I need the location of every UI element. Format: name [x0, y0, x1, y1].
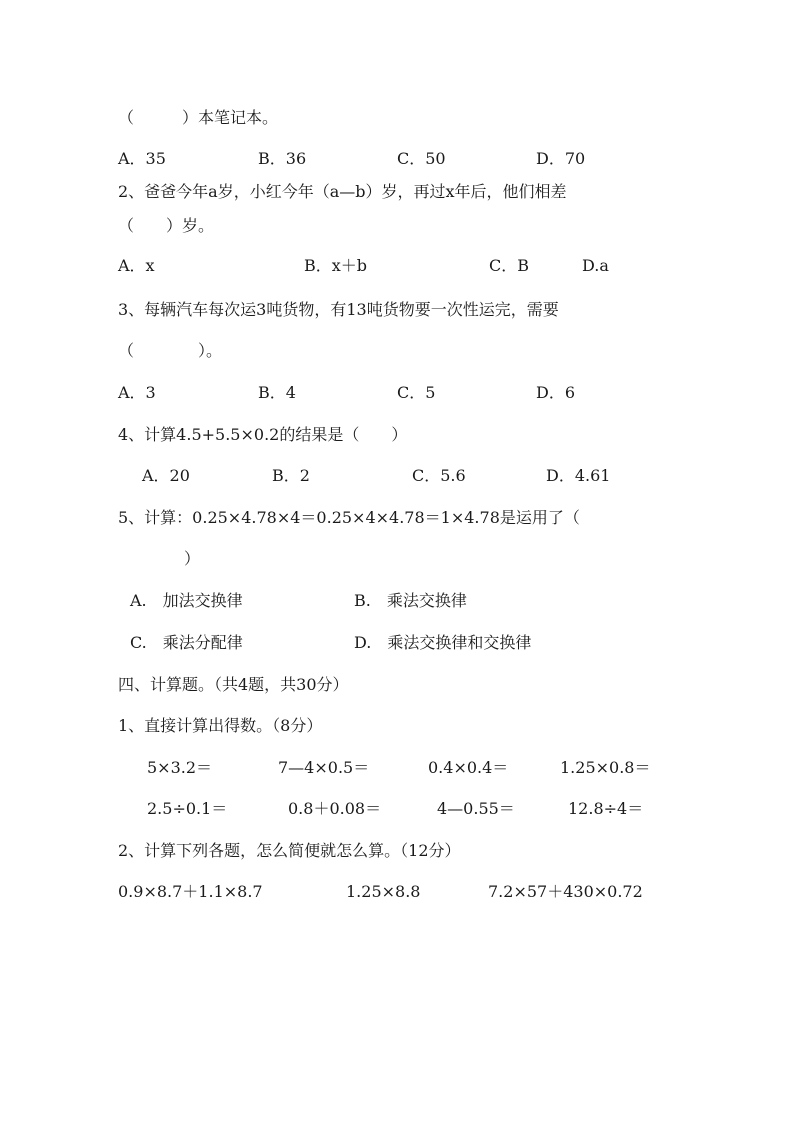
section-4-heading: 四、计算题。（共4题，共30分）	[118, 675, 349, 694]
calc-item: 4—0.55＝	[437, 799, 515, 818]
q5-option-d: D. 乘法交换律和交换律	[354, 633, 532, 652]
calc-item: 0.8＋0.08＝	[288, 799, 382, 818]
q1-option-b: B．36	[258, 149, 307, 168]
q2-option-c: C．B	[489, 256, 530, 275]
q2-option-d: D.a	[582, 256, 609, 275]
part-2-title: 2、计算下列各题，怎么简便就怎么算。（12分）	[118, 841, 461, 860]
calc-item: 12.8÷4＝	[568, 799, 644, 818]
q1-continuation-text: （ ）本笔记本。	[118, 108, 279, 127]
q3-option-c: C．5	[397, 383, 436, 402]
q1-option-c: C．50	[397, 149, 446, 168]
q5-option-c: C. 乘法分配律	[130, 633, 243, 652]
q4-option-d: D．4.61	[546, 466, 611, 485]
calc-item: 1.25×0.8＝	[560, 758, 651, 777]
calc-item: 7—4×0.5＝	[278, 758, 370, 777]
q3-question: 3、每辆汽车每次运3吨货物，有13吨货物要一次性运完，需要	[118, 300, 559, 319]
q3-option-b: B．4	[258, 383, 296, 402]
q3-option-d: D．6	[536, 383, 576, 402]
calc-item: 2.5÷0.1＝	[147, 799, 228, 818]
q5-option-b: B. 乘法交换律	[354, 591, 467, 610]
q4-option-b: B．2	[272, 466, 310, 485]
q1-option-a: A．35	[118, 149, 166, 168]
q2-option-b: B．x＋b	[304, 256, 368, 275]
q3-option-a: A．3	[118, 383, 156, 402]
q1-option-d: D．70	[536, 149, 586, 168]
q5-option-a: A. 加法交换律	[130, 591, 243, 610]
calc-item: 1.25×8.8	[346, 882, 421, 901]
q4-question: 4、计算4.5+5.5×0.2的结果是（ ）	[118, 425, 408, 444]
q5-question: 5、计算：0.25×4.78×4＝0.25×4×4.78＝1×4.78是运用了（	[118, 508, 580, 527]
calc-item: 0.9×8.7＋1.1×8.7	[118, 882, 263, 901]
calc-item: 7.2×57＋430×0.72	[488, 882, 643, 901]
q2-question-cont: （ ）岁。	[118, 216, 215, 235]
q5-question-cont: ）	[184, 549, 201, 568]
calc-item: 5×3.2＝	[147, 758, 213, 777]
part-1-title: 1、直接计算出得数。（8分）	[118, 716, 323, 735]
q4-option-a: A．20	[142, 466, 190, 485]
q4-option-c: C．5.6	[412, 466, 466, 485]
calc-item: 0.4×0.4＝	[428, 758, 509, 777]
q2-question: 2、爸爸今年a岁，小红今年（a—b）岁，再过x年后，他们相差	[118, 182, 567, 201]
q2-option-a: A．x	[118, 256, 155, 275]
q3-question-cont: （ ）。	[118, 341, 223, 360]
